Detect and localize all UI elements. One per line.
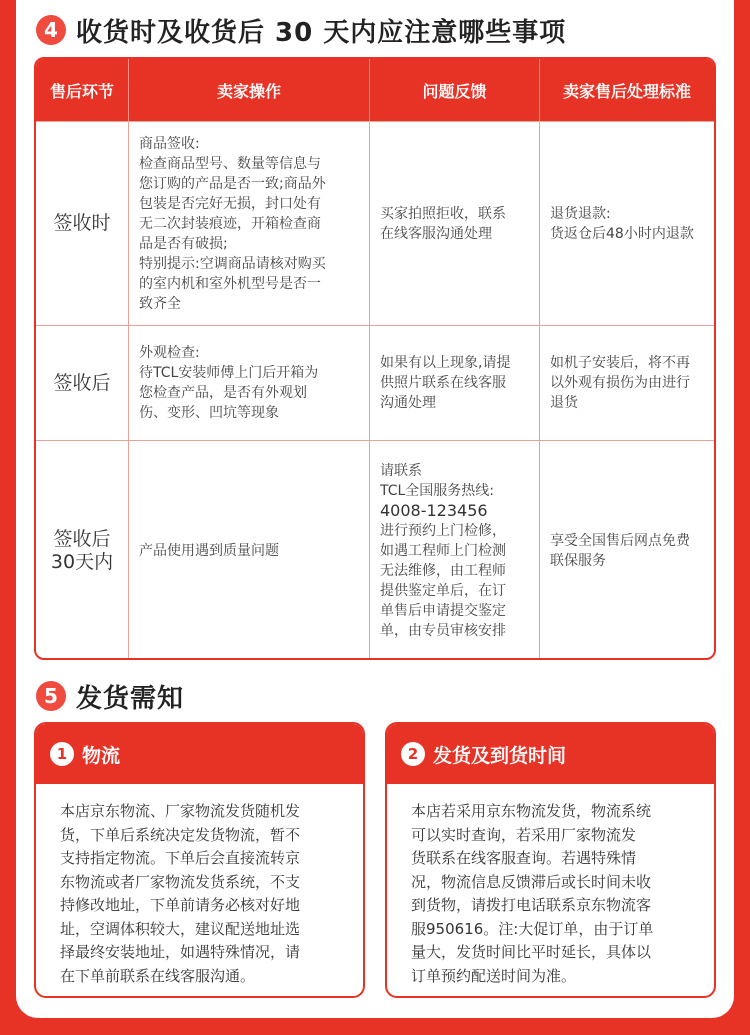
standard-cell <box>540 441 714 660</box>
standard-line: 退货退款: <box>550 205 611 222</box>
feedback-line: TCL全国服务热线: <box>380 482 495 499</box>
standard-line: 以外观有损伤为由进行 <box>550 375 690 391</box>
seller-op-cell <box>129 326 370 440</box>
card-header <box>36 724 363 784</box>
seller-op-line: 产品使用遇到质量问题 <box>139 542 279 559</box>
seller-op-line: 品是否有破损; <box>139 235 228 252</box>
section-5-title: 发货需知 <box>76 683 185 714</box>
section-5-heading <box>36 676 184 716</box>
header-feedback: 问题反馈 <box>370 59 540 121</box>
section-5-badge: 5 <box>36 681 66 711</box>
card-line: 本店若采用京东物流发货，物流系统 <box>411 802 652 820</box>
stage-line: 30天内 <box>50 550 114 573</box>
row-stage: 签收时 <box>36 122 129 325</box>
seller-op-line: 您订购的产品是否一致;商品外 <box>139 175 326 192</box>
card-line: 本店京东物流、厂家物流发货随机发 <box>60 802 301 820</box>
standard-line: 享受全国售后网点免费 <box>550 532 690 549</box>
seller-op-line: 无二次封装痕迹，开箱检查商 <box>139 215 321 232</box>
service-hotline: 4008-123456 <box>380 500 488 520</box>
card-title: 发货及到货时间 <box>433 744 567 767</box>
table-row <box>36 325 714 440</box>
card-title: 物流 <box>82 744 121 767</box>
table-header <box>36 59 714 121</box>
seller-op-cell <box>129 122 370 325</box>
header-standard: 卖家售后处理标准 <box>562 81 691 101</box>
seller-op-line: 特别提示:空调商品请核对购买 <box>139 255 326 272</box>
card-line: 货联系在线客服查询。若遇特殊情 <box>411 849 637 867</box>
card-line: 支持指定物流。下单后会直接流转京 <box>60 849 301 867</box>
seller-op-line: 您检查产品，是否有外观划 <box>139 385 307 401</box>
feedback-cell <box>370 326 540 440</box>
standard-cell <box>540 122 714 325</box>
row-stage <box>36 441 129 660</box>
card-line: 量大，发货时间比平时延长，具体以 <box>411 943 652 961</box>
seller-op-line: 的室内机和室外机型号是否一 <box>139 275 321 292</box>
feedback-line: 请联系 <box>380 462 422 479</box>
card-number: 1 <box>50 742 74 766</box>
seller-op-line: 包装是否完好无损，封口处有 <box>139 195 321 212</box>
table-row <box>36 121 714 325</box>
delivery-time-card <box>385 722 716 998</box>
seller-op-line: 致齐全 <box>139 295 181 312</box>
seller-op-cell <box>129 441 370 660</box>
card-line: 服950616。注:大促订单，由于订单 <box>411 919 654 938</box>
row-stage: 签收后 <box>36 326 129 440</box>
seller-op-line: 伤、变形、凹坑等现象 <box>139 405 279 421</box>
logistics-card <box>34 722 365 998</box>
feedback-line: 如遇工程师上门检测 <box>380 542 506 559</box>
aftersales-table <box>34 57 716 660</box>
feedback-line: 单，由专员审核安排 <box>380 622 506 639</box>
seller-op-line: 待TCL安装师傅上门后开箱为 <box>139 365 319 381</box>
feedback-line: 提供鉴定单后，在订 <box>380 582 506 599</box>
card-body <box>387 784 714 988</box>
card-line: 到货物，请拨打电话联系京东物流客 <box>411 896 652 914</box>
card-body <box>36 784 363 988</box>
feedback-line: 沟通处理 <box>380 395 436 411</box>
seller-op-line: 检查商品型号、数量等信息与 <box>139 155 321 172</box>
card-line: 货，下单后系统决定发货物流，暂不 <box>60 825 301 844</box>
feedback-line: 单售后申请提交鉴定 <box>380 602 506 619</box>
header-stage: 售后环节 <box>36 59 129 121</box>
card-line: 持修改地址，下单前请务必核对好地 <box>60 896 301 914</box>
header-seller-op: 卖家操作 <box>129 59 370 121</box>
feedback-cell <box>370 441 540 660</box>
feedback-line: 无法维修，由工程师 <box>380 562 506 579</box>
card-number: 2 <box>401 742 425 766</box>
standard-line: 退货 <box>550 395 578 411</box>
card-line: 可以实时查询，若采用厂家物流发 <box>411 825 637 844</box>
feedback-line: 供照片联系在线客服 <box>380 375 506 391</box>
card-line: 况，物流信息反馈滞后或长时间未收 <box>411 872 652 891</box>
standard-cell <box>540 326 714 440</box>
feedback-line: 在线客服沟通处理 <box>380 225 492 242</box>
standard-line: 联保服务 <box>550 552 606 569</box>
seller-op-title: 外观检查: <box>139 345 200 361</box>
section-4-badge: 4 <box>36 15 66 45</box>
table-row <box>36 440 714 660</box>
card-line: 择最终安装地址，如遇特殊情况，请 <box>60 943 301 961</box>
feedback-line: 进行预约上门检修， <box>380 522 506 539</box>
card-line: 在下单前联系在线客服沟通。 <box>60 966 256 985</box>
feedback-line: 如果有以上现象,请提 <box>380 355 511 371</box>
stage-line: 签收后 <box>53 527 111 550</box>
card-header <box>387 724 714 784</box>
seller-op-title: 商品签收: <box>139 135 200 152</box>
feedback-line: 买家拍照拒收，联系 <box>380 205 506 222</box>
section-4-heading <box>36 10 566 50</box>
card-line: 址，空调体积较大，建议配送地址选 <box>60 919 301 938</box>
card-line: 订单预约配送时间为准。 <box>411 966 577 985</box>
standard-line: 货返仓后48小时内退款 <box>550 225 694 242</box>
standard-line: 如机子安装后，将不再 <box>550 355 690 371</box>
card-line: 东物流或者厂家物流发货系统，不支 <box>60 872 301 891</box>
feedback-cell <box>370 122 540 325</box>
section-4-title: 收货时及收货后 30 天内应注意哪些事项 <box>76 17 567 48</box>
